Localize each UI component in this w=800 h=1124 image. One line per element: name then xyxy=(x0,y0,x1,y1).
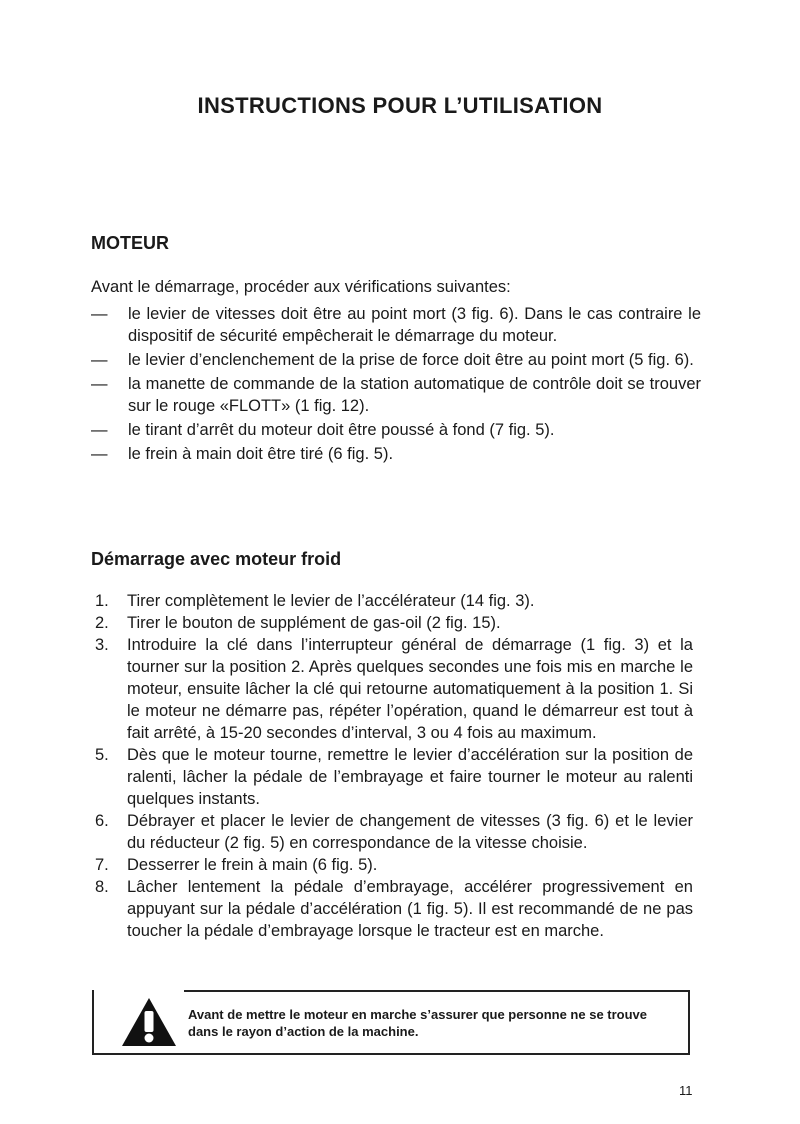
list-item-text: le levier de vitesses doit être au point mort (3 fig. 6). Dans le cas contraire le dispositif de sécurité empêcherait le démarrage du moteur. xyxy=(128,305,701,345)
list-item xyxy=(91,303,701,347)
section-intro: Avant le démarrage, procéder aux vérifications suivantes: xyxy=(91,278,511,296)
step-item xyxy=(95,612,693,634)
step-number: 1. xyxy=(95,592,109,610)
list-item-text: le frein à main doit être tiré (6 fig. 5). xyxy=(128,445,394,463)
dash-bullet: — xyxy=(91,421,108,439)
step-item xyxy=(95,876,693,942)
list-item xyxy=(91,419,701,441)
list-item xyxy=(91,349,701,371)
step-text: Introduire la clé dans l’interrupteur général de démarrage (1 fig. 3) et la tourner sur la position 2. Après quelques secondes une fois mis en marche le moteur, ensuite lâcher la clé qui retourne automatiquement à la position 1. Si le moteur ne démarre pas, répéter l’opération, quand le démarreur est tout à fait arrêté, à 15-20 secondes d’interval, 3 ou 4 fois au maximum. xyxy=(127,636,693,742)
step-number: 5. xyxy=(95,746,109,764)
step-text: Lâcher lentement la pédale d’embrayage, accélérer progressivement en appuyant sur la pédale d’accélération (1 fig. 5). Il est recommandé de ne pas toucher la pédale d’embrayage lorsque le tracteur est en marche. xyxy=(127,878,693,940)
section-title-moteur: MOTEUR xyxy=(91,233,169,253)
list-item xyxy=(91,373,701,417)
warning-text: Avant de mettre le moteur en marche s’assurer que personne ne se trouve dans le rayon d’action de la machine. xyxy=(188,1007,648,1039)
step-number: 8. xyxy=(95,878,109,896)
step-number: 3. xyxy=(95,636,109,654)
step-item xyxy=(95,810,693,854)
step-item xyxy=(95,634,693,744)
steps-list xyxy=(95,590,693,942)
list-item-text: le tirant d’arrêt du moteur doit être poussé à fond (7 fig. 5). xyxy=(128,421,555,439)
dash-bullet: — xyxy=(91,375,108,393)
step-text: Tirer complètement le levier de l’accélérateur (14 fig. 3). xyxy=(127,592,535,610)
checks-list xyxy=(91,303,701,467)
step-text: Dès que le moteur tourne, remettre le levier d’accélération sur la position de ralenti, lâcher la pédale de l’embrayage et faire tourner le moteur au ralenti quelques instants. xyxy=(127,746,693,808)
step-number: 2. xyxy=(95,614,109,632)
step-text: Débrayer et placer le levier de changement de vitesses (3 fig. 6) et le levier du réducteur (2 fig. 5) en correspondance de la vitesse choisie. xyxy=(127,812,693,852)
page-title: INSTRUCTIONS POUR L’UTILISATION xyxy=(197,93,603,118)
step-item xyxy=(95,590,693,612)
dash-bullet: — xyxy=(91,351,108,369)
step-text: Tirer le bouton de supplément de gas-oil (2 fig. 15). xyxy=(127,614,501,632)
step-number: 6. xyxy=(95,812,109,830)
warning-box xyxy=(92,990,690,1055)
dash-bullet: — xyxy=(91,445,108,463)
step-item xyxy=(95,854,693,876)
step-item xyxy=(95,744,693,810)
step-number: 7. xyxy=(95,856,109,874)
dash-bullet: — xyxy=(91,305,108,323)
step-text: Desserrer le frein à main (6 fig. 5). xyxy=(127,856,378,874)
list-item-text: le levier d’enclenchement de la prise de force doit être au point mort (5 fig. 6). xyxy=(128,351,694,369)
list-item-text: la manette de commande de la station automatique de contrôle doit se trouver sur le rouge «FLOTT» (1 fig. 12). xyxy=(128,375,701,415)
list-item xyxy=(91,443,701,465)
warning-triangle-icon xyxy=(120,996,178,1048)
page-number: 11 xyxy=(679,1083,693,1098)
subsection-title: Démarrage avec moteur froid xyxy=(91,549,342,569)
